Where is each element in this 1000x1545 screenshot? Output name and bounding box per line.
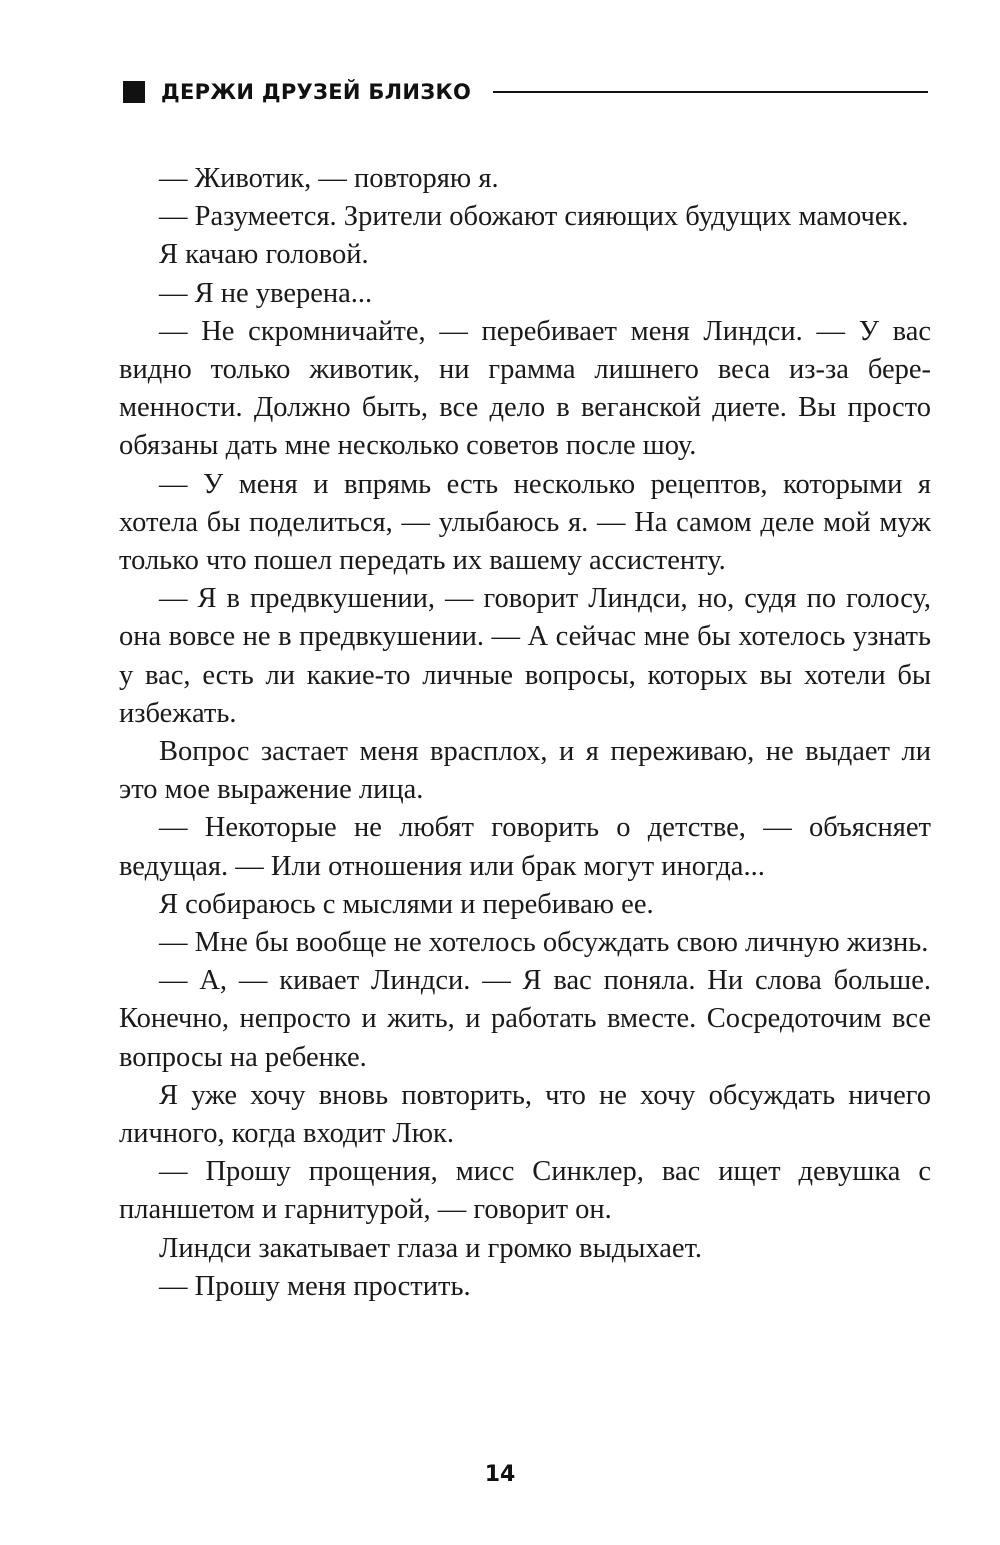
paragraph-5: — Не скромничайте, — перебивает меня Линдси. — У вас видно только животик, ни грамма лишнего веса из-за беременности. Должно быть, все дело в веганской диете. Вы просто обязаны дать мне несколько советов после шоу.: [119, 315, 931, 462]
paragraph-10: Я собираюсь с мыслями и перебиваю ее.: [159, 888, 654, 920]
paragraph-1: — Животик, — повторяю я.: [159, 163, 499, 194]
paragraph-11: — Мне бы вообще не хотелось обсуждать свою личную жизнь.: [159, 927, 929, 959]
running-header-title: ДЕРЖИ ДРУЗЕЙ БЛИЗКО: [161, 80, 472, 104]
paragraph-13: Я уже хочу вновь повторить, что не хочу обсуждать ничего личного, когда входит Люк.: [119, 1079, 931, 1150]
paragraph-4: — Я не уверена...: [159, 277, 373, 309]
page-number: 14: [484, 1462, 516, 1487]
paragraph-12: — А, — кивает Линдси. — Я вас поняла. Ни слова больше. Конечно, непросто и жить, и работать вместе. Сосредоточим все вопросы на ребенке.: [119, 965, 931, 1073]
paragraph-8: Вопрос застает меня врасплох, и я переживаю, не выдает ли это мое выражение лица.: [119, 736, 931, 806]
paragraph-16: — Прошу меня простить.: [159, 1270, 471, 1302]
paragraph-3: Я качаю головой.: [159, 239, 369, 271]
paragraph-7: — Я в предвкушении, — говорит Линдси, но, судя по голосу, она вовсе не в предвкушении. — А сейчас мне бы хотелось узнать у вас, есть ли какие-то личные вопросы, которых вы хотели бы избежать.: [119, 583, 931, 729]
body-text: [119, 160, 931, 1306]
paragraph-14: — Прошу прощения, мисс Синклер, вас ищет девушка с планшетом и гарнитурой, — говорит он.: [119, 1156, 931, 1226]
header-square-marker: [123, 81, 145, 103]
paragraph-15: Линдси закатывает глаза и громко выдыхает.: [159, 1232, 703, 1264]
paragraph-9: — Некоторые не любят говорить о детстве, — объясняет ведущая. — Или отношения или брак могут иногда...: [119, 812, 931, 882]
paragraph-2: — Разумеется. Зрители обожают сияющих будущих мамочек.: [159, 201, 909, 233]
paragraph-6: — У меня и впрямь есть несколько рецептов, которыми я хотела бы поделиться, — улыбаюсь я. — На самом деле мой муж только что пошел передать их вашему ассистенту.: [119, 468, 931, 577]
running-header: [123, 78, 928, 106]
header-rule: [493, 91, 928, 93]
